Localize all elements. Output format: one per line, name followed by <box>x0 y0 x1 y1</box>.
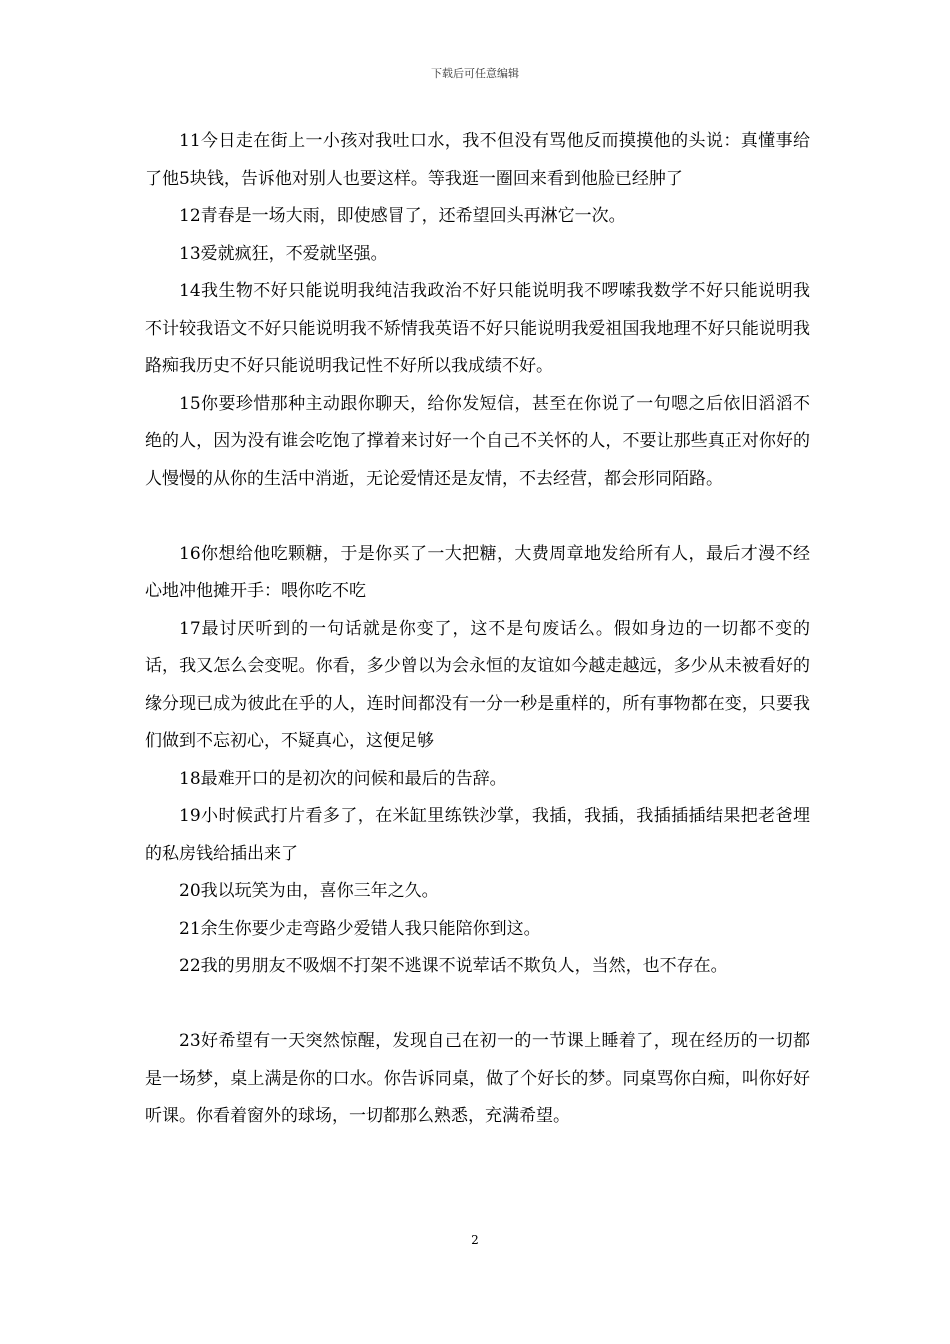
paragraph-16: 16你想给他吃颗糖，于是你买了一大把糖，大费周章地发给所有人，最后才漫不经心地冲他摊开手：喂你吃不吃 <box>145 543 810 601</box>
paragraph-13: 13爱就疯狂，不爱就坚强。 <box>179 243 388 264</box>
paragraph-11: 11今日走在街上一小孩对我吐口水，我不但没有骂他反而摸摸他的头说：真懂事给了他5块钱，告诉他对别人也要这样。等我逛一圈回来看到他脸已经肿了 <box>145 131 810 189</box>
page-number: 2 <box>471 1233 479 1247</box>
paragraph-18: 18最难开口的是初次的问候和最后的告辞。 <box>179 768 507 789</box>
paragraph-17: 17最讨厌听到的一句话就是你变了，这不是句废话么。假如身边的一切都不变的话，我又怎么会变呢。你看，多少曾以为会永恒的友谊如今越走越远，多少从未被看好的缘分现已成为彼此在乎的人，连时间都没有一分一秒是重样的，所有事物都在变，只要我们做到不忘初心，不疑真心，这便足够 <box>145 618 810 751</box>
paragraph-23: 23好希望有一天突然惊醒，发现自己在初一的一节课上睡着了，现在经历的一切都是一场梦，桌上满是你的口水。你告诉同桌，做了个好长的梦。同桌骂你白痴，叫你好好听课。你看着窗外的球场，一切都那么熟悉，充满希望。 <box>145 1031 810 1126</box>
paragraph-14: 14我生物不好只能说明我纯洁我政治不好只能说明我不啰嗦我数学不好只能说明我不计较我语文不好只能说明我不矫情我英语不好只能说明我爱祖国我地理不好只能说明我路痴我历史不好只能说明我记性不好所以我成绩不好。 <box>145 281 810 376</box>
paragraph-19: 19小时候武打片看多了，在米缸里练铁沙掌，我插，我插，我插插插结果把老爸埋的私房钱给插出来了 <box>145 806 810 864</box>
document-body <box>145 123 810 1136</box>
paragraph-12: 12青春是一场大雨，即使感冒了，还希望回头再淋它一次。 <box>179 206 626 226</box>
paragraph-15: 15你要珍惜那种主动跟你聊天，给你发短信，甚至在你说了一句嗯之后依旧滔滔不绝的人，因为没有谁会吃饱了撑着来讨好一个自己不关怀的人，不要让那些真正对你好的人慢慢的从你的生活中消逝，无论爱情还是友情，不去经营，都会形同陌路。 <box>145 393 810 489</box>
page-header: 下载后可任意编辑 <box>431 67 519 80</box>
paragraph-21: 21余生你要少走弯路少爱错人我只能陪你到这。 <box>179 918 541 939</box>
paragraph-22: 22我的男朋友不吸烟不打架不逃课不说荤话不欺负人，当然，也不存在。 <box>179 956 728 976</box>
paragraph-20: 20我以玩笑为由，喜你三年之久。 <box>179 881 439 901</box>
